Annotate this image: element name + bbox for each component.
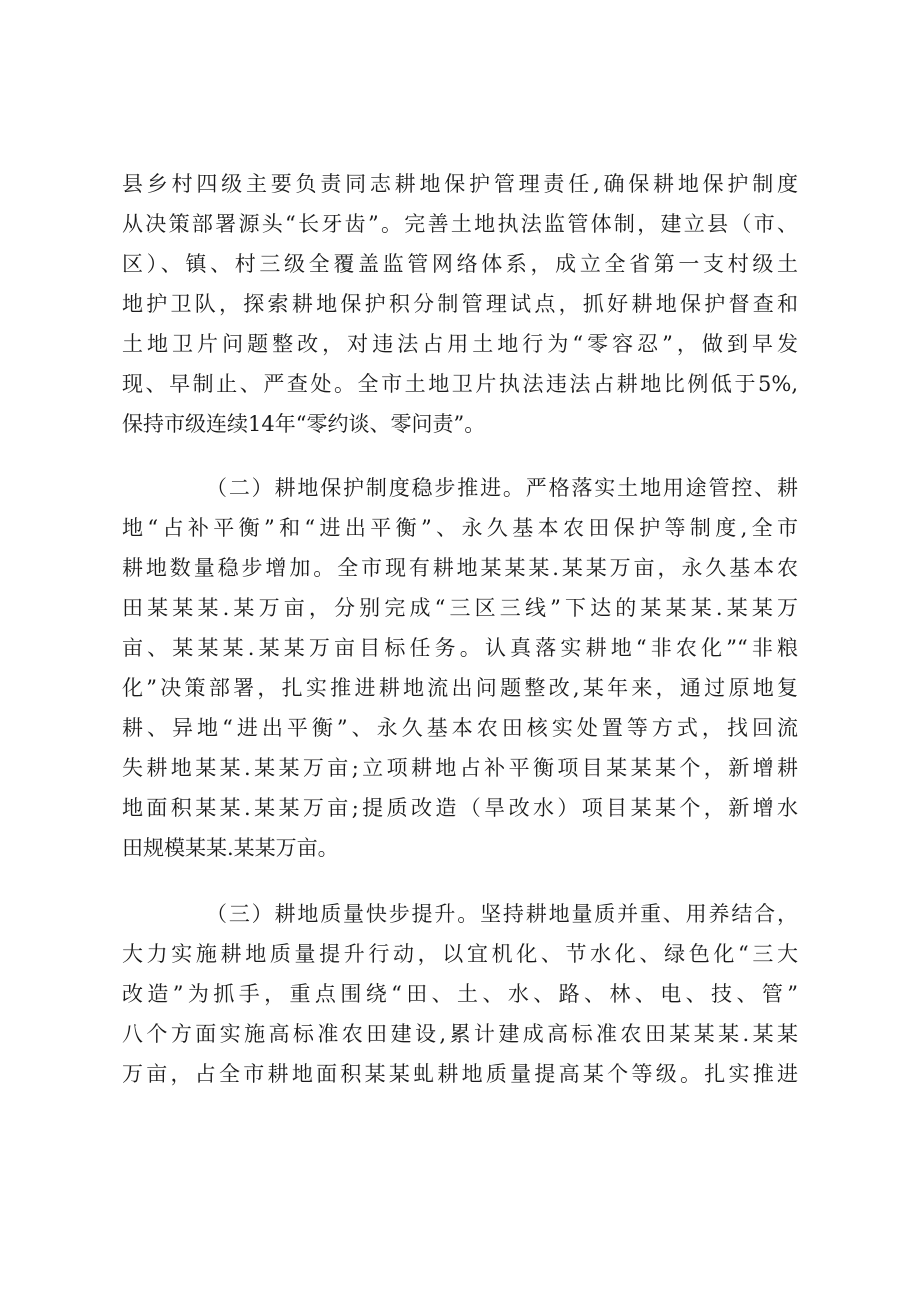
paragraph-1 xyxy=(122,164,798,444)
text-line: 从决策部署源头“长牙齿”。完善土地执法监管体制，建立县（市、 xyxy=(122,212,798,236)
paragraph-3 xyxy=(122,894,798,1094)
text-line: 亩、某某某.某某万亩目标任务。认真落实耕地“非农化”“非粮 xyxy=(122,636,798,660)
text-line: 耕、异地“进出平衡”、永久基本农田核实处置等方式，找回流 xyxy=(122,716,798,740)
text-line: 大力实施耕地质量提升行动，以宜机化、节水化、绿色化“三大 xyxy=(122,942,798,966)
text-line: 保持市级连续14年“零约谈、零问责”。 xyxy=(122,412,486,436)
text-line: 万亩，占全市耕地面积某某虬耕地质量提高某个等级。扎实推进 xyxy=(122,1062,798,1086)
text-line: 改造”为抓手，重点围绕“田、土、水、路、林、电、技、管” xyxy=(122,982,798,1006)
text-line: 地面积某某.某某万亩;提质改造（旱改水）项目某某个，新增水 xyxy=(122,796,798,820)
text-line: 田规模某某.某某万亩。 xyxy=(122,836,339,860)
text-line: （二）耕地保护制度稳步推进。严格落实土地用途管控、耕 xyxy=(206,476,798,500)
text-line: （三）耕地质量快步提升。坚持耕地量质并重、用养结合， xyxy=(206,902,798,926)
text-line: 现、早制止、严查处。全市土地卫片执法违法占耕地比例低于5%, xyxy=(122,372,798,396)
text-line: 田某某某.某万亩，分别完成“三区三线”下达的某某某.某某万 xyxy=(122,596,798,620)
text-line: 县乡村四级主要负责同志耕地保护管理责任,确保耕地保护制度 xyxy=(122,172,798,196)
text-line: 耕地数量稳步增加。全市现有耕地某某某.某某万亩，永久基本农 xyxy=(122,556,798,580)
text-line: 区）、镇、村三级全覆盖监管网络体系，成立全省第一支村级土 xyxy=(122,252,798,276)
text-line: 八个方面实施高标准农田建设,累计建成高标准农田某某某.某某 xyxy=(122,1022,798,1046)
text-line: 化”决策部署，扎实推进耕地流出问题整改,某年来，通过原地复 xyxy=(122,676,798,700)
text-line: 土地卫片问题整改，对违法占用土地行为“零容忍”，做到早发 xyxy=(122,332,798,356)
text-line: 地护卫队，探索耕地保护积分制管理试点，抓好耕地保护督查和 xyxy=(122,292,798,316)
text-line: 失耕地某某.某某万亩;立项耕地占补平衡项目某某某个，新增耕 xyxy=(122,756,798,780)
text-line: 地“占补平衡”和“进出平衡”、永久基本农田保护等制度,全市 xyxy=(122,516,798,540)
paragraph-2 xyxy=(122,468,798,868)
